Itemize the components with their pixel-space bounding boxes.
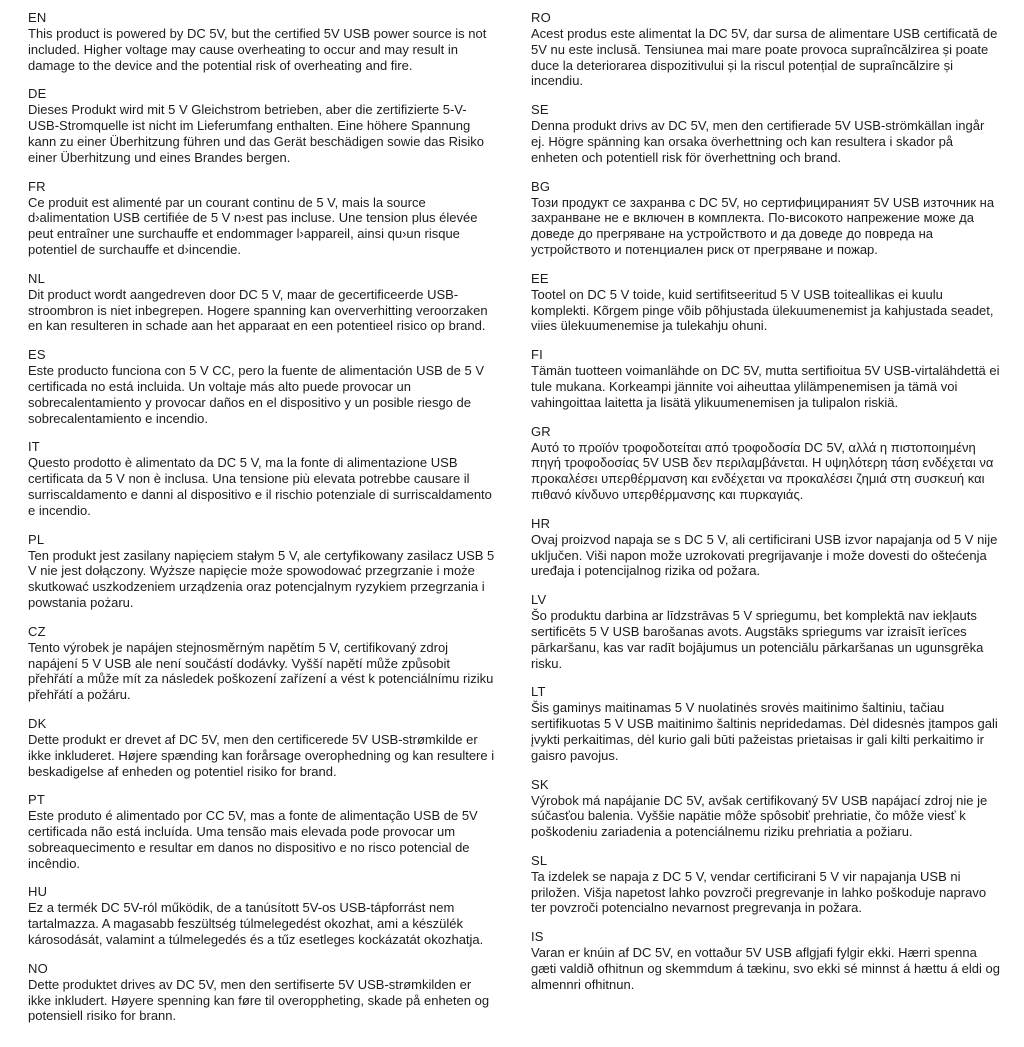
language-text: Dit product wordt aangedreven door DC 5 V, maar de gecertificeerde USB-stroombron is niet inbegrepen. Hogere spanning kan oververhitting veroorzaken en kan resulteren in schade aan het apparaat en een potentieel risico op brand. <box>28 286 488 334</box>
language-code: HU <box>28 884 48 900</box>
language-section <box>28 532 497 611</box>
language-text: Este produto é alimentado por CC 5V, mas a fonte de alimentação USB de 5V certificada não está incluída. Uma tensão mais elevada pode provocar um sobreaquecimento e resultar em danos no dispositivo e no risco potencial de incêndio. <box>28 808 478 871</box>
language-section <box>531 684 1000 763</box>
language-code: FR <box>28 178 46 194</box>
language-section <box>28 624 497 703</box>
language-section <box>531 592 1000 671</box>
language-section <box>531 777 1000 840</box>
language-text: Acest produs este alimentat la DC 5V, dar sursa de alimentare USB certificată de 5V nu este inclusă. Tensiunea mai mare poate provoca supraîncălzirea și poate duce la deteriorarea dispozitivului și la riscul potențial de supraîncălzire și incendiu. <box>531 26 998 89</box>
language-section <box>28 961 497 1024</box>
language-text: Ce produit est alimenté par un courant continu de 5 V, mais la source d›alimentation USB certifiée de 5 V n›est pas incluse. Une tension plus élevée peut entraîner une surchauffe et endommager l›appareil, ainsi qu›un risque potentiel de surchauffe et d›incendie. <box>28 194 478 257</box>
two-column-layout <box>28 10 1000 1037</box>
language-text: Šis gaminys maitinamas 5 V nuolatinės srovės maitinimo šaltiniu, tačiau sertifikuotas 5 V USB maitinimo šaltinis nepridedamas. Dėl didesnės įtampos gali įvykti perkaitimas, dėl kurio gali būti pažeistas prietaisas ir gali kilti perkaitimo ir gaisro pavojus. <box>531 700 998 763</box>
language-section <box>28 347 497 426</box>
language-section <box>531 10 1000 89</box>
language-text: Dieses Produkt wird mit 5 V Gleichstrom betrieben, aber die zertifizierte 5-V-USB-Stromquelle ist nicht im Lieferumfang enthalten. Eine höhere Spannung kann zu einer Überhitzung führen und das Gerät beschädigen sowie das Risiko einer Überhitzung und eines Brandes bergen. <box>28 102 484 165</box>
language-text: Dette produkt er drevet af DC 5V, men den certificerede 5V USB-strømkilde er ikke inkluderet. Højere spænding kan forårsage overophedning og kan resultere i beskadigelse af enheden og potentiel risiko for brand. <box>28 731 495 779</box>
language-text: Ez a termék DC 5V-ról működik, de a tanúsított 5V-os USB-tápforrást nem tartalmazza. A magasabb feszültség túlmelegedést okozhat, ami a készülék károsodását, valamint a túlmelegedés és a tűz esetleges kockázatát okozhatja. <box>28 900 484 948</box>
language-section <box>28 10 497 73</box>
language-code: CZ <box>28 623 46 639</box>
language-section <box>28 792 497 871</box>
right-column <box>531 10 1000 1006</box>
language-text: This product is powered by DC 5V, but the certified 5V USB power source is not included. Higher voltage may cause overheating to occur and may result in damage to the device and the potential risk of overheating and fire. <box>28 26 487 73</box>
language-text: Αυτό το προϊόν τροφοδοτείται από τροφοδοσία DC 5V, αλλά η πιστοποιημένη πηγή τροφοδοσίας 5V USB δεν περιλαμβάνεται. Η υψηλότερη τάση ενδέχεται να προκαλέσει υπερθέρμανση και ενδέχεται να προκαλέσει ζημιά στη συσκευή και πιθανό κίνδυνο υπερθέρμανσης και πυρκαγιάς. <box>531 439 994 502</box>
language-code: LT <box>531 684 546 700</box>
language-section <box>28 439 497 518</box>
language-text: Dette produktet drives av DC 5V, men den sertifiserte 5V USB-strømkilden er ikke inkludert. Høyere spenning kan føre til overoppheting, skade på enheten og potensiell risiko for brann. <box>28 976 490 1024</box>
language-code: PT <box>28 792 46 808</box>
language-section <box>531 271 1000 334</box>
language-code: SK <box>531 776 549 792</box>
language-code: NO <box>28 960 48 976</box>
language-text: Ovaj proizvod napaja se s DC 5 V, ali certificirani USB izvor napajanja od 5 V nije uključen. Viši napon može uzrokovati pregrijavanje i može dovesti do oštećenja uređaja i potencijalnog rizika od požara. <box>531 531 998 579</box>
language-code: PL <box>28 531 45 547</box>
language-section <box>531 102 1000 165</box>
language-text: Ta izdelek se napaja z DC 5 V, vendar certificirani 5 V vir napajanja USB ni priložen. Višja napetost lahko povzroči pregrevanje in lahko poškoduje napravo ter povzroči potencialno nevarnost pregrevanja in požara. <box>531 868 987 916</box>
language-code: DK <box>28 715 47 731</box>
language-section <box>28 179 497 258</box>
language-section <box>531 424 1000 503</box>
language-code: SE <box>531 102 549 118</box>
language-section <box>28 86 497 165</box>
language-text: Šo produktu darbina ar līdzstrāvas 5 V spriegumu, bet komplektā nav iekļauts sertificēts 5 V USB barošanas avots. Augstāks spriegums var izraisīt ierīces pārkaršanu, kas var radīt bojājumus un potenciālu pārkaršanas un ugunsgrēka risku. <box>531 608 984 671</box>
language-code: GR <box>531 423 551 439</box>
language-text: Varan er knúin af DC 5V, en vottaður 5V USB aflgjafi fylgir ekki. Hærri spenna gæti valdið ofhitnun og skemmdum á tækinu, svo ekki sé minnst á hættu á eldi og almennri ofhitnun. <box>531 945 1000 992</box>
language-code: SL <box>531 852 548 868</box>
language-section <box>531 347 1000 410</box>
language-text: Este producto funciona con 5 V CC, pero la fuente de alimentación USB de 5 V certificada no está incluida. Un voltaje más alto puede provocar un sobrecalentamiento y provocar daños en el dispositivo y un posible riesgo de sobrecalentamiento e incendio. <box>28 363 484 426</box>
language-section <box>531 853 1000 916</box>
language-code: IS <box>531 929 544 945</box>
language-section <box>28 716 497 779</box>
language-section <box>28 271 497 334</box>
language-text: Výrobok má napájanie DC 5V, avšak certifikovaný 5V USB napájací zdroj nie je súčasťou balenia. Vyššie napätie môže spôsobiť prehriatie, čo môže viesť k poškodeniu zariadenia a potenciálnemu riziku prehriatia a požiaru. <box>531 792 988 840</box>
language-code: ES <box>28 347 46 363</box>
language-code: RO <box>531 10 551 25</box>
language-code: HR <box>531 515 551 531</box>
language-code: EE <box>531 270 549 286</box>
language-code: BG <box>531 178 551 194</box>
left-column <box>28 10 497 1037</box>
language-code: IT <box>28 439 40 455</box>
language-code: FI <box>531 347 543 363</box>
language-text: Questo prodotto è alimentato da DC 5 V, ma la fonte di alimentazione USB certificata da 5 V non è inclusa. Una tensione più elevata potrebbe causare il surriscaldamento e danni al dispositivo e il rischio potenziale di surriscaldamento e incendio. <box>28 455 492 518</box>
language-text: Tento výrobek je napájen stejnosměrným napětím 5 V, certifikovaný zdroj napájení 5 V USB ale není součástí dodávky. Vyšší napětí může způsobit přehřátí a může mít za následek poškození zařízení a vést k potenciálnímu riziku přehřátí a požáru. <box>28 639 494 703</box>
language-section <box>531 179 1000 258</box>
language-code: EN <box>28 10 47 25</box>
language-section <box>28 884 497 947</box>
language-text: Този продукт се захранва с DC 5V, но сертифицираният 5V USB източник на захранване не е включен в комплекта. По-високото напрежение може да доведе до прегряване на устройството и да доведе до повреда на устройството и потенциален риск от прегряване и пожар. <box>531 194 995 257</box>
language-text: Tootel on DC 5 V toide, kuid sertifitseeritud 5 V USB toiteallikas ei kuulu komplekti. Kõrgem pinge võib põhjustada ülekuumenemist ja kahjustada seadet, viies ülekuumenemise ja tulekahju ohuni. <box>531 286 994 334</box>
language-text: Denna produkt drivs av DC 5V, men den certifierade 5V USB-strömkällan ingår ej. Högre spänning kan orsaka överhettning och kan resultera i skador på enheten och potentiell risk för överhettning och brand. <box>531 118 985 165</box>
language-code: LV <box>531 592 547 608</box>
language-code: NL <box>28 270 46 286</box>
language-section <box>531 929 1000 992</box>
language-text: Tämän tuotteen voimanlähde on DC 5V, mutta sertifioitua 5V USB-virtalähdettä ei tule mukana. Korkeampi jännite voi aiheuttaa ylilämpenemisen ja tämä voi vahingoittaa laitetta ja lisätä ylikuumenemisen ja tulipalon riskiä. <box>531 363 1000 410</box>
language-code: DE <box>28 86 47 102</box>
language-text: Ten produkt jest zasilany napięciem stałym 5 V, ale certyfikowany zasilacz USB 5 V nie jest dołączony. Wyższe napięcie może spowodować przegrzanie i może skutkować uszkodzeniem urządzenia oraz potencjalnym ryzykiem przegrzania i powstania pożaru. <box>28 547 495 610</box>
language-section <box>531 516 1000 579</box>
